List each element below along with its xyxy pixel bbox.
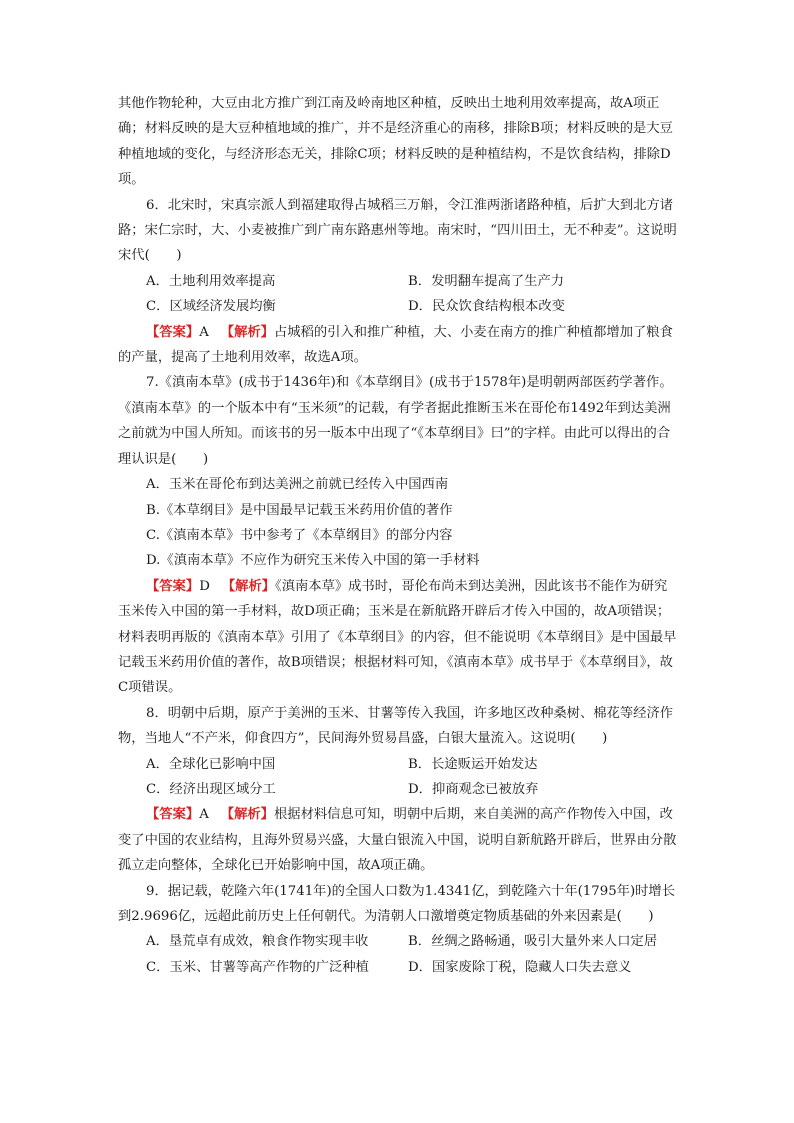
question-7-analysis: 《滇南本草》成书时，哥伦布尚未到达美洲，因此该书不能作为研究玉米传入中国的第一手材料，故D项正确；玉米是在新航路开辟后才传入中国的，故A项错误；材料表明再版的《滇南本草》引用了《本草纲目》的内容，但不能说明《本草纲目》是中国最早记载玉米药用价值的著作，故B项错误；根据材料可知，《滇南本草》成书早于《本草纲目》，故C项错误。 [118, 578, 677, 696]
question-8-option-c: C．经济出现区域分工 [146, 781, 276, 797]
question-6-stem: 6．北宋时，宋真宗派人到福建取得占城稻三万斛，令江淮两浙诸路种植，后扩大到北方诸路；宋仁宗时，大、小麦被推广到广南东路惠州等地。南宋时，“四川田土，无不种麦”。这说明宋代( ) [118, 197, 677, 264]
question-6-option-a: A．土地利用效率提高 [146, 273, 276, 289]
question-6-option-d: D．民众饮食结构根本改变 [408, 299, 565, 315]
question-8-stem: 8．明朝中后期，原产于美洲的玉米、甘薯等传入我国，许多地区改种桑树、棉花等经济作物，当地人“不产米，仰食四方”，民间海外贸易昌盛，白银大量流入。这说明( ) [118, 705, 674, 747]
question-8-option-d: D．抑商观念已被放弃 [408, 781, 539, 797]
question-9-option-d: D．国家废除丁税，隐藏人口失去意义 [408, 959, 632, 975]
question-8-answer-block [118, 802, 678, 878]
question-8-option-b: B．长途贩运开始发达 [408, 756, 538, 772]
question-9-stem: 9．据记载，乾隆六年(1741年)的全国人口数为1.4341亿，到乾隆六十年(1795年)时增长到2.9696亿，远超此前历史上任何朝代。为清朝人口激增奠定物质基础的外来因素是( ) [118, 883, 676, 924]
question-6-option-b: B．发明翻车提高了生产力 [408, 273, 565, 289]
question-7-answer: D [199, 578, 210, 594]
answer-label: 【答案】 [146, 807, 200, 823]
question-9-option-c: C．玉米、甘薯等高产作物的广泛种植 [146, 959, 369, 975]
intro-paragraph: 其他作物轮种，大豆由北方推广到江南及岭南地区种植，反映出土地利用效率提高，故A项正确；材料反映的是大豆种植地域的推广，并不是经济重心的南移，排除B项；材料反映的是大豆种植地域的变化，与经济形态无关，排除C项；材料反映的是种植结构，不是饮食结构，排除D项。 [118, 96, 673, 188]
question-7-option-b: B.《本草纲目》是中国最早记载玉米药用价值的著作 [146, 502, 453, 518]
document-content [118, 91, 678, 980]
question-6-option-c: C．区域经济发展均衡 [146, 299, 276, 315]
question-6-analysis: 占城稻的引入和推广种植，大、小麦在南方的推广种植都增加了粮食的产量，提高了土地利用效率，故选A项。 [118, 324, 673, 366]
analysis-label: 【解析】 [220, 324, 274, 340]
question-9-option-b: B．丝绸之路畅通，吸引大量外来人口定居 [408, 934, 658, 950]
answer-label: 【答案】 [146, 578, 200, 594]
question-6-options [118, 269, 678, 320]
question-7-option-c: C.《滇南本草》书中参考了《本草纲目》的部分内容 [146, 527, 453, 543]
analysis-label: 【解析】 [220, 807, 274, 823]
question-8-option-a: A．全球化已影响中国 [146, 756, 276, 772]
question-6-answer-block [118, 320, 678, 371]
analysis-label: 【解析】 [221, 578, 276, 594]
question-7-option-d: D.《滇南本草》不应作为研究玉米传入中国的第一手材料 [146, 553, 480, 569]
question-8-options [118, 752, 678, 803]
question-6-answer: A [199, 324, 209, 340]
question-9-option-a: A．垦荒卓有成效，粮食作物实现丰收 [146, 934, 369, 950]
question-7-stem: 7.《滇南本草》(成书于1436年)和《本草纲目》(成书于1578年)是明朝两部医药学著作。《滇南本草》的一个版本中有“玉米须”的记载，有学者据此推断玉米在哥伦布1492年到达美洲之前就为中国人所知。而该书的另一版本中出现了“《本草纲目》曰”的字样。由此可以得出的合理认识是( ) [118, 375, 673, 467]
question-9-options [118, 929, 678, 980]
question-8-analysis: 根据材料信息可知，明朝中后期，来自美洲的高产作物传入中国，改变了中国的农业结构，且海外贸易兴盛，大量白银流入中国，说明自新航路开辟后，世界由分散孤立走向整体，全球化已开始影响中国，故A项正确。 [118, 807, 677, 874]
question-7-option-a: A．玉米在哥伦布到达美洲之前就已经传入中国西南 [146, 477, 449, 493]
question-7-answer-block [118, 574, 678, 701]
question-8-answer: A [199, 807, 209, 823]
answer-label: 【答案】 [146, 324, 200, 340]
